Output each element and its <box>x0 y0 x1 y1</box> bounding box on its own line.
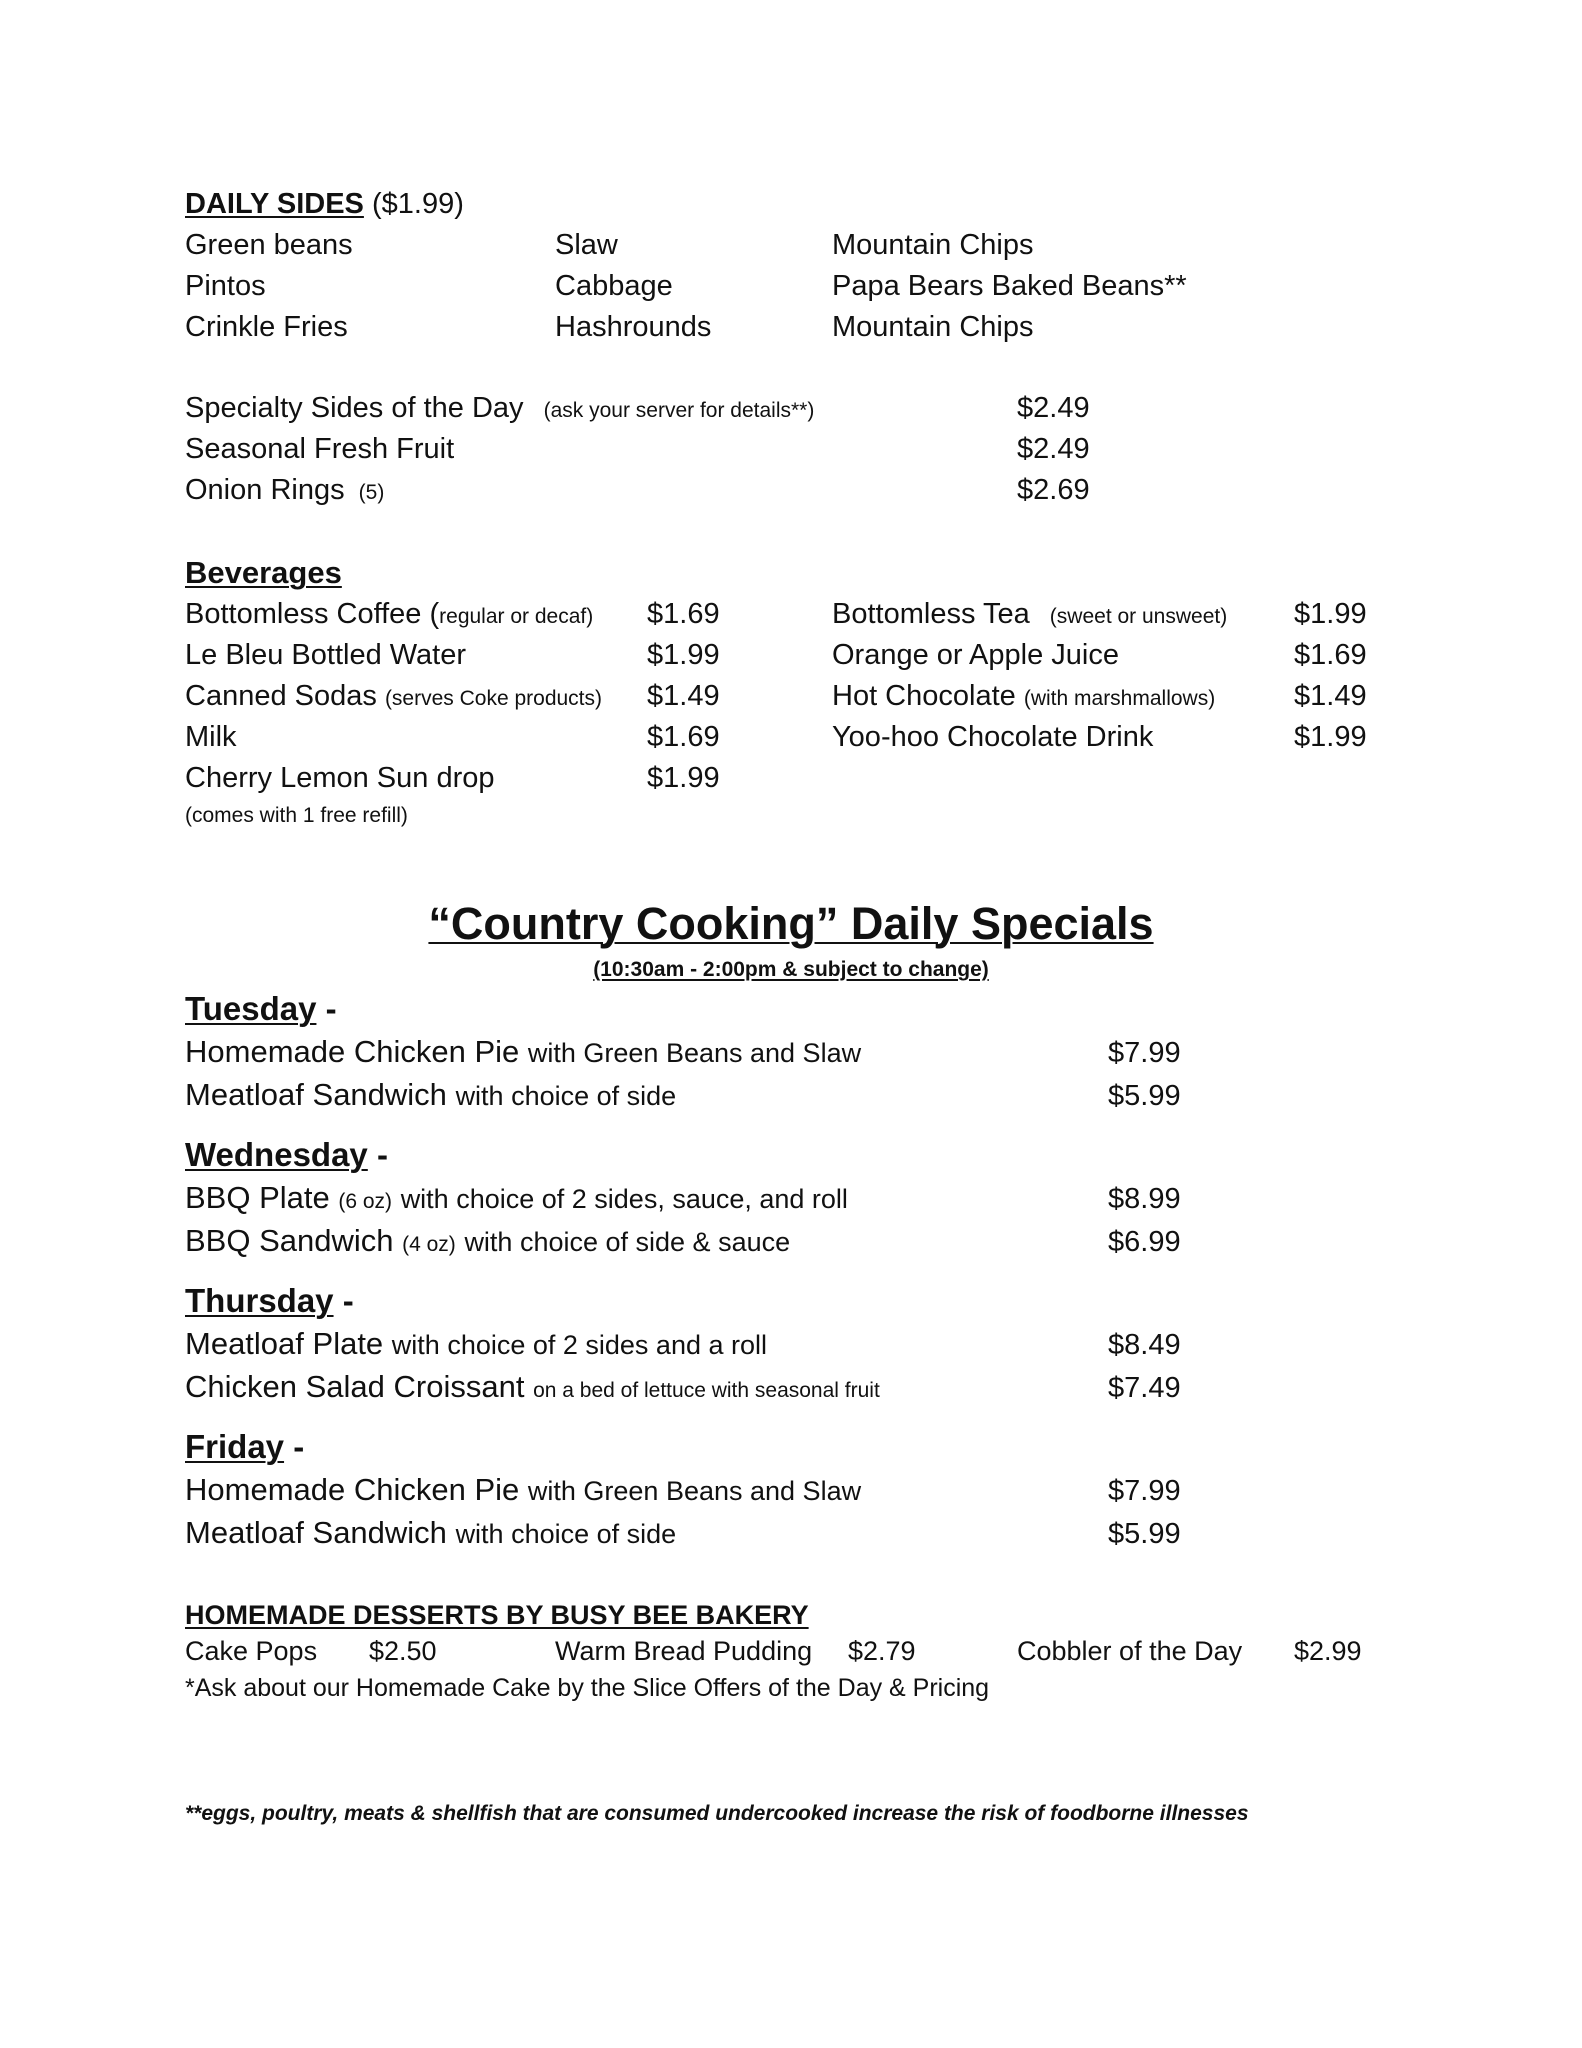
special-desc: with Green Beans and Slaw <box>527 1038 862 1068</box>
beverage-note: (serves Coke products) <box>384 687 603 710</box>
desserts-note: *Ask about our Homemade Cake by the Slice Offers of the Day & Pricing <box>185 1674 990 1702</box>
specialty-note: (5) <box>358 481 385 504</box>
beverage-name: Canned Sodas <box>185 680 377 712</box>
sides-col2-item: Slaw <box>555 229 618 261</box>
specialty-row <box>185 476 384 505</box>
beverage-row <box>185 641 466 670</box>
special-desc: with choice of side & sauce <box>464 1227 791 1257</box>
dessert-name: Cobbler of the Day <box>1017 1636 1243 1666</box>
specialty-price: $2.69 <box>1017 474 1090 506</box>
beverage-name: Yoo-hoo Chocolate Drink <box>832 721 1154 753</box>
beverage-price: $1.99 <box>1294 721 1367 753</box>
beverage-price: $1.69 <box>647 721 720 753</box>
special-name: BBQ Sandwich <box>185 1223 394 1258</box>
beverage-row <box>185 682 602 711</box>
beverage-name: Bottomless Coffee ( <box>185 598 440 630</box>
day-heading-thursday <box>185 1282 354 1320</box>
sides-col3-item: Papa Bears Baked Beans** <box>832 270 1187 302</box>
day-heading-wednesday <box>185 1136 388 1174</box>
special-price: $7.99 <box>1108 1475 1181 1507</box>
specialty-row <box>185 435 454 464</box>
day-name: Wednesday <box>185 1136 368 1173</box>
special-price: $8.99 <box>1108 1183 1181 1215</box>
beverage-row <box>832 682 1215 711</box>
special-name: Meatloaf Sandwich <box>185 1077 447 1112</box>
beverage-row <box>832 723 1153 752</box>
beverage-price: $1.99 <box>647 639 720 671</box>
special-name: Homemade Chicken Pie <box>185 1034 520 1069</box>
refill-note: (comes with 1 free refill) <box>185 804 408 827</box>
day-dash: - <box>293 1428 305 1465</box>
beverage-price: $1.49 <box>1294 680 1367 712</box>
special-price: $7.99 <box>1108 1037 1181 1069</box>
beverage-note: (with marshmallows) <box>1023 687 1216 710</box>
day-name: Friday <box>185 1428 285 1465</box>
specialty-note: (ask your server for details**) <box>543 399 815 422</box>
special-desc: with choice of side <box>455 1519 677 1549</box>
day-dash: - <box>325 990 337 1027</box>
day-dash: - <box>376 1136 388 1173</box>
sides-col3-item: Mountain Chips <box>832 229 1034 261</box>
sides-col3-item: Mountain Chips <box>832 311 1034 343</box>
specialty-price: $2.49 <box>1017 433 1090 465</box>
special-name: Meatloaf Sandwich <box>185 1515 447 1550</box>
special-desc: with Green Beans and Slaw <box>527 1476 862 1506</box>
special-price: $5.99 <box>1108 1518 1181 1550</box>
beverage-note: regular or decaf) <box>439 605 594 628</box>
special-item <box>185 1225 790 1256</box>
beverage-row <box>185 764 495 793</box>
food-safety-note: **eggs, poultry, meats & shellfish that are consumed undercooked increase the risk of foodborne illnesses <box>185 1802 1249 1825</box>
special-item <box>185 1079 676 1110</box>
specialty-price: $2.49 <box>1017 392 1090 424</box>
beverage-price: $1.69 <box>647 598 720 630</box>
specials-title: “Country Cooking” Daily Specials <box>428 898 1154 949</box>
day-name: Thursday <box>185 1282 334 1319</box>
beverage-row <box>832 641 1119 670</box>
special-item <box>185 1474 861 1505</box>
specialty-row <box>185 394 814 423</box>
daily-sides-title: DAILY SIDES <box>185 188 364 220</box>
day-heading-friday <box>185 1428 304 1466</box>
beverage-price: $1.99 <box>1294 598 1367 630</box>
specialty-name: Onion Rings <box>185 474 345 506</box>
special-price: $8.49 <box>1108 1329 1181 1361</box>
day-name: Tuesday <box>185 990 317 1027</box>
beverage-row <box>832 600 1227 629</box>
beverage-name: Hot Chocolate <box>832 680 1016 712</box>
special-desc: on a bed of lettuce with seasonal fruit <box>533 1379 880 1402</box>
special-price: $6.99 <box>1108 1226 1181 1258</box>
beverage-name: Milk <box>185 721 237 753</box>
desserts-title: HOMEMADE DESSERTS BY BUSY BEE BAKERY <box>185 1600 809 1630</box>
special-item <box>185 1036 861 1067</box>
beverage-name: Orange or Apple Juice <box>832 639 1119 671</box>
beverage-note: (sweet or unsweet) <box>1049 605 1228 628</box>
beverage-row <box>185 600 593 629</box>
special-desc: with choice of 2 sides and a roll <box>391 1330 768 1360</box>
sides-col1-item: Pintos <box>185 270 266 302</box>
beverage-name: Bottomless Tea <box>832 598 1030 630</box>
beverage-price: $1.69 <box>1294 639 1367 671</box>
sides-col2-item: Cabbage <box>555 270 673 302</box>
special-name: Homemade Chicken Pie <box>185 1472 520 1507</box>
sides-col1-item: Crinkle Fries <box>185 311 348 343</box>
special-portion: (4 oz) <box>402 1233 456 1256</box>
daily-sides-price: ($1.99) <box>371 188 464 220</box>
daily-sides-heading <box>185 190 464 219</box>
dessert-name: Warm Bread Pudding <box>555 1636 813 1666</box>
day-heading-tuesday <box>185 990 337 1028</box>
special-name: Chicken Salad Croissant <box>185 1369 525 1404</box>
special-desc: with choice of 2 sides, sauce, and roll <box>400 1184 848 1214</box>
beverage-price: $1.49 <box>647 680 720 712</box>
dessert-price: $2.50 <box>369 1636 437 1666</box>
beverage-price: $1.99 <box>647 762 720 794</box>
beverage-row <box>185 723 237 752</box>
special-name: BBQ Plate <box>185 1180 330 1215</box>
special-portion: (6 oz) <box>338 1190 393 1213</box>
day-dash: - <box>342 1282 354 1319</box>
special-item <box>185 1182 848 1213</box>
special-item <box>185 1517 676 1548</box>
specialty-name: Seasonal Fresh Fruit <box>185 433 455 465</box>
special-item <box>185 1328 767 1359</box>
specialty-name: Specialty Sides of the Day <box>185 392 524 424</box>
beverages-title: Beverages <box>185 555 342 590</box>
special-desc: with choice of side <box>455 1081 677 1111</box>
dessert-price: $2.79 <box>848 1636 916 1666</box>
dessert-name: Cake Pops <box>185 1636 318 1666</box>
special-price: $5.99 <box>1108 1080 1181 1112</box>
specials-subtitle: (10:30am - 2:00pm & subject to change) <box>593 958 989 981</box>
dessert-price: $2.99 <box>1294 1636 1362 1666</box>
beverage-name: Le Bleu Bottled Water <box>185 639 467 671</box>
beverage-name: Cherry Lemon Sun drop <box>185 762 495 794</box>
special-name: Meatloaf Plate <box>185 1326 384 1361</box>
special-item <box>185 1371 880 1402</box>
sides-col1-item: Green beans <box>185 229 353 261</box>
sides-col2-item: Hashrounds <box>555 311 712 343</box>
special-price: $7.49 <box>1108 1372 1181 1404</box>
